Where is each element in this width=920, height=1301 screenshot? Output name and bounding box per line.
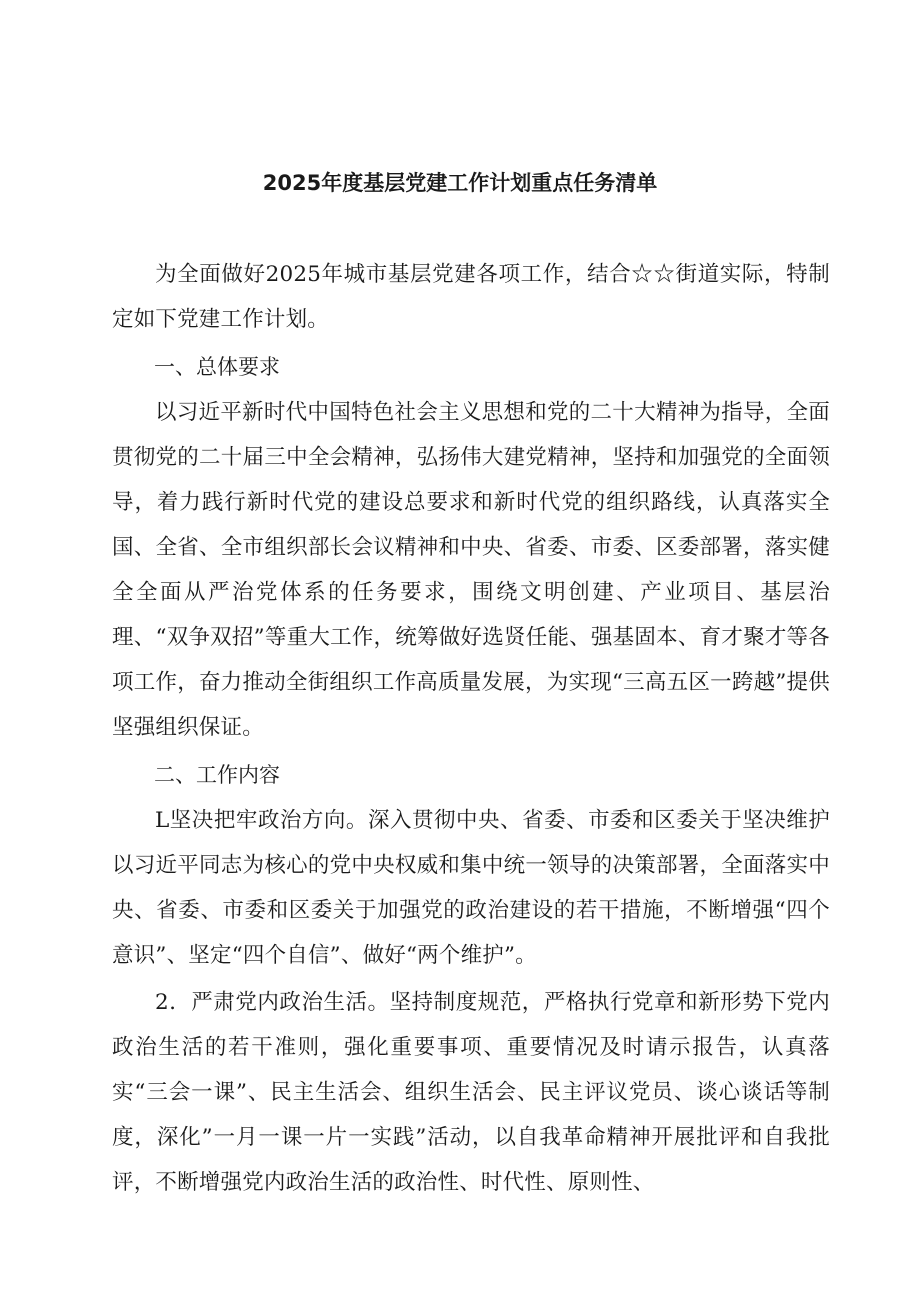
section-heading-work-content: 二、工作内容 (154, 763, 280, 787)
section-paragraph: 以习近平新时代中国特色社会主义思想和党的二十大精神为指导，全面贯彻党的二十届三中全会精神，弘扬伟大建党精神，坚持和加强党的全面领导，着力践行新时代党的建设总要求和新时代党的组织路线，认真落实全国、全省、全市组织部长会议精神和中央、省委、市委、区委部署，落实健全全面从严治党体系的任务要求，围绕文明创建、产业项目、基层治理、“双争双招”等重大工作，统筹做好选贤任能、强基固本、育才聚才等各项工作，奋力推动全街组织工作高质量发展，为实现“三高五区一跨越”提供坚强组织保证。 (112, 400, 830, 740)
section-paragraph: L坚决把牢政治方向。深入贯彻中央、省委、市委和区委关于坚决维护以习近平同志为核心的党中央权威和集中统一领导的决策部署，全面落实中央、省委、市委和区委关于加强党的政治建设的若干措施，不断增强“四个意识”、坚定“四个自信”、做好“两个维护”。 (112, 808, 830, 968)
section-paragraph: 2．严肃党内政治生活。坚持制度规范，严格执行党章和新形势下党内政治生活的若干准则，强化重要事项、重要情况及时请示报告，认真落实“三会一课”、民主生活会、组织生活会、民主评议党员、谈心谈话等制度，深化”一月一课一片一实践”活动，以自我革命精神开展批评和自我批评，不断增强党内政治生活的政治性、时代性、原则性、 (112, 990, 830, 1195)
section-heading-general-requirements: 一、总体要求 (154, 355, 280, 379)
document-title: 2025年度基层党建工作计划重点任务清单 (262, 171, 658, 195)
intro-paragraph: 为全面做好2025年城市基层党建各项工作，结合☆☆街道实际，特制定如下党建工作计划。 (112, 262, 830, 332)
document-body (112, 252, 830, 1205)
